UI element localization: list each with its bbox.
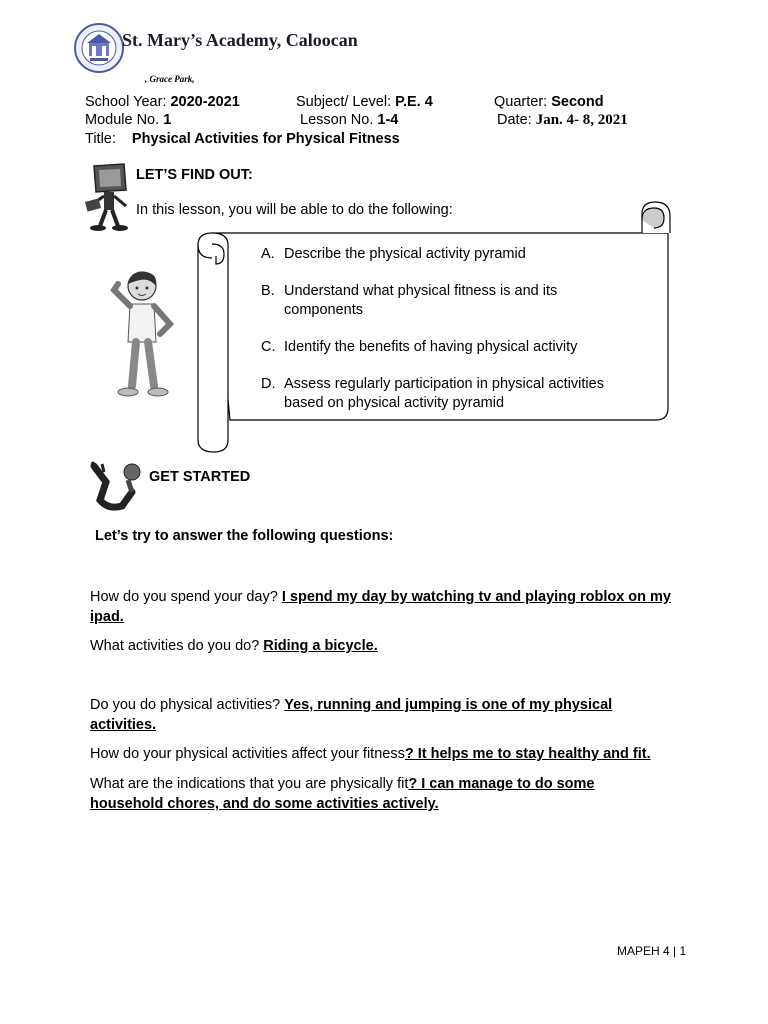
objective-text: Assess regularly participation in physical activities based on physical activity pyramid <box>284 376 604 411</box>
question-text: What are the indications that you are physically fit <box>90 776 409 792</box>
lesson-field <box>300 112 398 128</box>
objective-text: Describe the physical activity pyramid <box>284 246 526 262</box>
lesson-title: Physical Activities for Physical Fitness <box>131 131 400 147</box>
date-field <box>497 112 628 129</box>
qa-item <box>90 695 650 735</box>
get-started-heading: GET STARTED <box>149 469 251 485</box>
objective-letter: B. <box>261 283 275 299</box>
qa-item <box>90 774 635 814</box>
school-seal-logo <box>74 22 124 74</box>
computer-character-icon <box>84 162 132 232</box>
answer-text: ? It helps me to stay healthy and fit. <box>404 746 651 762</box>
school-address: , Grace Park, <box>145 74 195 84</box>
subject-field <box>296 94 433 110</box>
date-value: Jan. 4- 8, 2021 <box>535 112 628 128</box>
lesson-label: Lesson No. <box>300 112 374 128</box>
title-field <box>85 131 400 147</box>
objectives-list <box>261 245 641 431</box>
quarter-field <box>494 94 604 110</box>
answer-text: I spend my day by watching tv and playing roblox on my ipad. <box>90 589 671 625</box>
lesson-intro-text: In this lesson, you will be able to do the following: <box>136 202 453 218</box>
module-value: 1 <box>163 112 172 128</box>
qa-item <box>90 636 690 656</box>
question-text: What activities do you do? <box>90 638 264 654</box>
subject-value: P.E. 4 <box>395 94 433 110</box>
date-label: Date: <box>497 112 532 128</box>
objective-letter: C. <box>261 339 276 355</box>
qa-item <box>90 587 690 627</box>
school-year-value: 2020-2021 <box>170 94 240 110</box>
questions-prompt: Let’s try to answer the following questions: <box>95 528 394 544</box>
module-label: Module No. <box>85 112 160 128</box>
lets-find-out-heading: LET’S FIND OUT: <box>136 167 253 183</box>
quarter-value: Second <box>551 94 604 110</box>
school-name: St. Mary’s Academy, Caloocan <box>122 30 358 50</box>
girl-exercising-illustration <box>104 268 184 400</box>
quarter-label: Quarter: <box>494 94 548 110</box>
objective-item <box>261 245 641 264</box>
school-year-field <box>85 94 240 110</box>
answer-text: Riding a bicycle. <box>263 638 378 654</box>
objective-item <box>261 338 641 357</box>
school-year-label: School Year: <box>85 94 167 110</box>
answer-text: ? I can manage to do some household chores, and do some activities actively. <box>90 776 595 812</box>
objective-text: Identify the benefits of having physical activity <box>284 339 578 355</box>
title-label: Title: <box>85 131 116 147</box>
objective-item <box>261 282 641 320</box>
objective-item <box>261 375 641 413</box>
question-text: Do you do physical activities? <box>90 697 285 713</box>
lesson-value: 1-4 <box>377 112 399 128</box>
module-field <box>85 112 171 128</box>
question-text: How do you spend your day? <box>90 589 282 605</box>
objective-text: Understand what physical fitness is and its components <box>284 283 558 318</box>
objective-letter: D. <box>261 376 276 392</box>
question-text: How do your physical activities affect your fitness <box>90 746 405 762</box>
objective-letter: A. <box>261 246 275 262</box>
qa-item <box>90 744 690 764</box>
page-footer: MAPEH 4 | 1 <box>617 944 687 958</box>
subject-label: Subject/ Level: <box>296 94 392 110</box>
answer-text: Yes, running and jumping is one of my physical activities. <box>90 697 613 733</box>
stretching-character-icon <box>88 460 142 512</box>
